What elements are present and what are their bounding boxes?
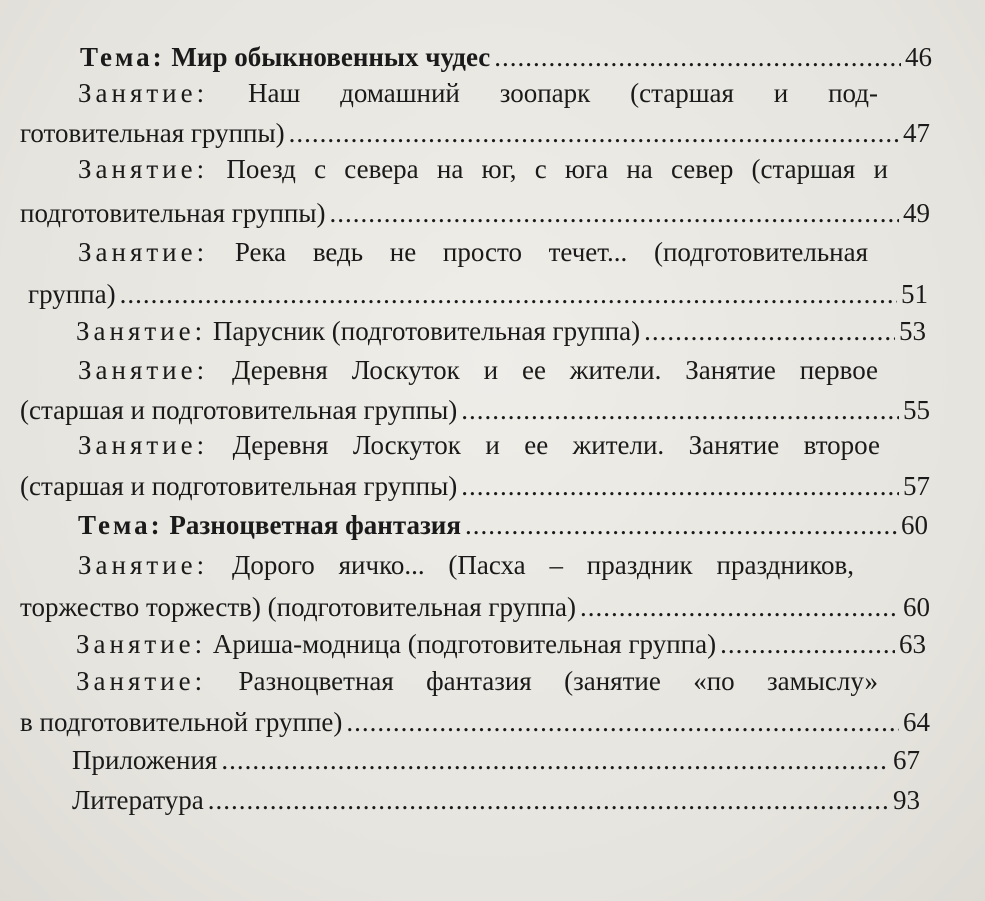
entry-title: Приложения (72, 745, 218, 775)
toc-entry-theme-2 (78, 506, 928, 544)
page-number: 60 (903, 592, 930, 622)
toc-entry-9 (76, 625, 926, 663)
toc-entry-2 (20, 194, 930, 232)
entry-title-line2: (старшая и подготовительная группы) (20, 395, 458, 425)
page-number: 51 (901, 279, 928, 309)
entry-title-line2: (старшая и подготовительная группы) (20, 471, 458, 501)
entry-title: Парусник (подготовительная группа) (212, 316, 641, 346)
entry-title-line2: готовительная группы) (20, 118, 285, 148)
entry-title-line1: Разноцветная фантазия (занятие «по замыслу» (238, 666, 879, 696)
entry-label: Занятие: (78, 237, 209, 267)
entry-label: Занятие: (76, 666, 207, 696)
entry-title-line1: Деревня Лоскуток и ее жители. Занятие первое (232, 355, 879, 385)
dot-leader (208, 781, 889, 819)
entry-label: Занятие: (76, 316, 207, 346)
toc-entry-6 (20, 467, 930, 505)
entry-title-line1: Поезд с севера на юг, с юга на север (старшая и (226, 154, 889, 184)
toc-entry-line (78, 233, 868, 271)
page-number: 63 (899, 629, 926, 659)
dot-leader (461, 467, 899, 505)
entry-label: Тема: (78, 510, 163, 540)
entry-label: Занятие: (78, 550, 209, 580)
dot-leader (346, 703, 899, 741)
dot-leader (289, 114, 899, 152)
dot-leader (580, 588, 899, 626)
entry-title-line2: подготовительная группы) (20, 198, 326, 228)
toc-entry-line (78, 426, 880, 464)
entry-title-line1: Деревня Лоскуток и ее жители. Занятие второе (232, 430, 880, 460)
page-number: 53 (899, 316, 926, 346)
toc-entry-line (76, 662, 878, 700)
entry-title: Ариша-модница (подготовительная группа) (212, 629, 717, 659)
dot-leader (120, 275, 897, 313)
entry-title: Мир обыкновенных чудес (171, 42, 491, 72)
entry-label: Занятие: (78, 355, 209, 385)
toc-entry-8 (20, 588, 930, 626)
entry-label: Тема: (80, 42, 165, 72)
entry-title-line2: в подготовительной группе) (20, 707, 343, 737)
toc-entry-10 (20, 703, 930, 741)
entry-label: Занятие: (76, 629, 207, 659)
entry-label: Занятие: (78, 154, 209, 184)
page-number: 49 (903, 198, 930, 228)
entry-label: Занятие: (78, 430, 209, 460)
entry-label: Занятие: (78, 78, 209, 108)
page-number: 93 (893, 785, 920, 815)
entry-title: Литература (72, 785, 204, 815)
toc-entry-3 (28, 275, 928, 313)
toc-entry-12 (72, 781, 920, 819)
dot-leader (465, 506, 897, 544)
page-number: 60 (901, 510, 928, 540)
page-number: 67 (893, 745, 920, 775)
page-number: 55 (903, 395, 930, 425)
toc-entry-11 (72, 741, 920, 779)
dot-leader (644, 312, 895, 350)
dot-leader (494, 38, 901, 76)
page-number: 57 (903, 471, 930, 501)
toc-entry-5 (20, 391, 930, 429)
dot-leader (720, 625, 895, 663)
toc-entry-line (78, 74, 878, 112)
entry-title-line2: торжество торжеств) (подготовительная группа) (20, 592, 577, 622)
entry-title-line1: Наш домашний зоопарк (старшая и под- (247, 78, 878, 108)
entry-title-line1: Дорого яичко... (Пасха – праздник праздников, (231, 550, 854, 580)
page-number: 64 (903, 707, 930, 737)
dot-leader (461, 391, 899, 429)
toc-entry-1 (20, 114, 930, 152)
toc-entry-4 (76, 312, 926, 350)
page-number: 46 (905, 42, 932, 72)
dot-leader (221, 741, 889, 779)
entry-title: Разноцветная фантазия (169, 510, 461, 540)
page-number: 47 (903, 118, 930, 148)
toc-entry-line (78, 546, 854, 584)
toc-entry-line (78, 351, 878, 389)
entry-title-line2: группа) (28, 279, 116, 309)
toc-entry-line (78, 150, 888, 188)
entry-title-line1: Река ведь не просто течет... (подготовительная (234, 237, 869, 267)
dot-leader (330, 194, 899, 232)
toc-entry-theme-1 (80, 38, 932, 76)
